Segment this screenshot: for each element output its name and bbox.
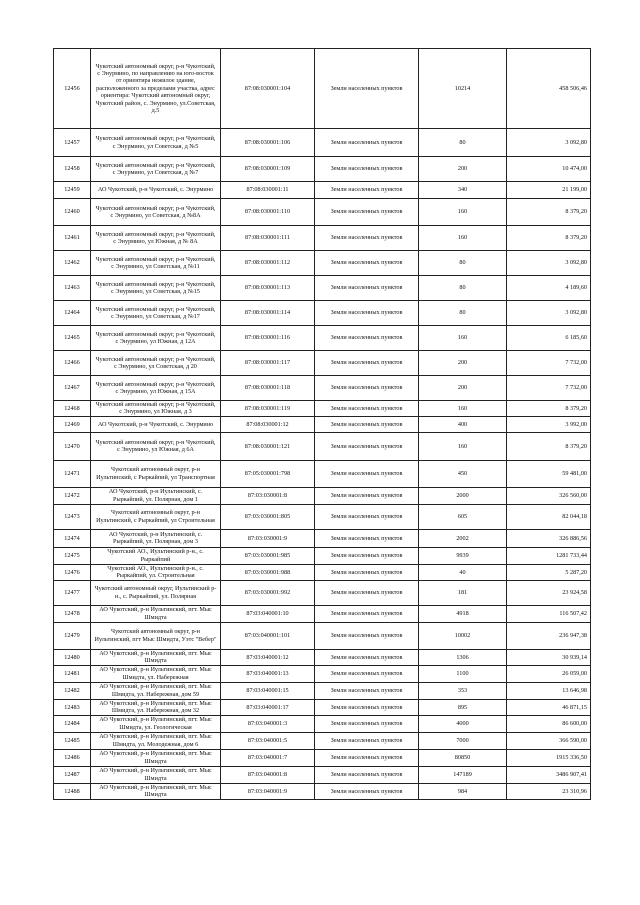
table-row — [54, 564, 591, 580]
land-category-cell: Земли населенных пунктов — [315, 251, 419, 276]
row-number: 12485 — [54, 732, 91, 749]
table-row — [54, 276, 591, 301]
cadastral-number-cell: 87:08:030001:113 — [221, 276, 315, 301]
row-number: 12488 — [54, 783, 91, 799]
cadastral-number-cell: 87:03:030001:9 — [221, 529, 315, 547]
row-number: 12482 — [54, 682, 91, 699]
row-number: 12456 — [54, 49, 91, 129]
area-cell: 160 — [419, 199, 507, 226]
cadastral-value-cell: 366 590,00 — [507, 732, 591, 749]
land-category-cell: Земли населенных пунктов — [315, 326, 419, 351]
land-category-cell: Земли населенных пунктов — [315, 715, 419, 732]
table-row — [54, 182, 591, 199]
cadastral-number-cell: 87:03:040001:101 — [221, 622, 315, 649]
address-cell: Чукотский автономный округ, р-н Чукотский, с Энурмино, ул Советская, д №11 — [91, 251, 221, 276]
registry-table-body — [54, 49, 591, 800]
cadastral-value-cell: 26 059,00 — [507, 665, 591, 682]
address-cell: Чукотский автономный округ, р-н Иультинский, с Рыркайпий, ул Строительная — [91, 504, 221, 529]
land-category-cell: Земли населенных пунктов — [315, 301, 419, 326]
address-cell: Чукотский автономный округ, р-н Чукотский, с Энурмино, ул Южная, д № 8А — [91, 226, 221, 251]
area-cell: 181 — [419, 580, 507, 605]
address-cell: АО Чукотский, р-н Иультинский, пгт. Мыс Шмидта, ул. Набережная — [91, 665, 221, 682]
address-cell: Чукотский автономный округ, р-н Чукотский, с Энурмино, ул Советская, д 20 — [91, 351, 221, 376]
land-category-cell: Земли населенных пунктов — [315, 665, 419, 682]
table-row — [54, 699, 591, 715]
cadastral-number-cell: 87:08:030001:110 — [221, 199, 315, 226]
land-category-cell: Земли населенных пунктов — [315, 529, 419, 547]
cadastral-number-cell: 87:08:030001:118 — [221, 376, 315, 401]
area-cell: 400 — [419, 416, 507, 432]
cadastral-number-cell: 87:08:030001:111 — [221, 226, 315, 251]
row-number: 12465 — [54, 326, 91, 351]
land-category-cell: Земли населенных пунктов — [315, 580, 419, 605]
row-number: 12460 — [54, 199, 91, 226]
land-category-cell: Земли населенных пунктов — [315, 129, 419, 157]
address-cell: АО Чукотский, р-н Иультинский, пгт. Мыс Шмидта — [91, 783, 221, 799]
cadastral-value-cell: 23 924,58 — [507, 580, 591, 605]
cadastral-value-cell: 7 732,00 — [507, 376, 591, 401]
address-cell: Чукотский автономный округ, р-н Чукотский, с Энурмино, ул Советская, д №5 — [91, 129, 221, 157]
land-category-cell: Земли населенных пунктов — [315, 432, 419, 460]
area-cell: 353 — [419, 682, 507, 699]
cadastral-value-cell: 21 199,00 — [507, 182, 591, 199]
row-number: 12471 — [54, 460, 91, 487]
cadastral-value-cell: 82 044,18 — [507, 504, 591, 529]
cadastral-value-cell: 5 287,20 — [507, 564, 591, 580]
address-cell: Чукотский автономный округ, р-н Иультинский, пгт Мыс Шмидта, Уэтс "Вебер" — [91, 622, 221, 649]
cadastral-value-cell: 8 379,20 — [507, 199, 591, 226]
row-number: 12480 — [54, 649, 91, 665]
table-row — [54, 682, 591, 699]
row-number: 12461 — [54, 226, 91, 251]
address-cell: Чукотский автономный округ, р-н Чукотский, с Энурмино, по направлению на юго-восток от ориентира нежилое здание, расположенного за пределами участка, адрес ориентира: Чукотский автономный округ, Чукотский район, с. Энурмино, ул.Советская, д.5 — [91, 49, 221, 129]
cadastral-value-cell: 8 379,20 — [507, 226, 591, 251]
area-cell: 80 — [419, 301, 507, 326]
area-cell: 160 — [419, 326, 507, 351]
land-category-cell: Земли населенных пунктов — [315, 157, 419, 182]
cadastral-number-cell: 87:03:040001:9 — [221, 783, 315, 799]
table-row — [54, 49, 591, 129]
cadastral-number-cell: 87:03:030001:805 — [221, 504, 315, 529]
land-category-cell: Земли населенных пунктов — [315, 699, 419, 715]
cadastral-number-cell: 87:03:040001:17 — [221, 699, 315, 715]
table-row — [54, 649, 591, 665]
row-number: 12472 — [54, 487, 91, 504]
row-number: 12464 — [54, 301, 91, 326]
land-registry-table — [53, 48, 591, 800]
row-number: 12463 — [54, 276, 91, 301]
land-category-cell: Земли населенных пунктов — [315, 766, 419, 783]
cadastral-number-cell: 87:08:030001:12 — [221, 416, 315, 432]
table-row — [54, 715, 591, 732]
area-cell: 10214 — [419, 49, 507, 129]
area-cell: 80 — [419, 276, 507, 301]
cadastral-number-cell: 87:03:040001:7 — [221, 749, 315, 766]
row-number: 12476 — [54, 564, 91, 580]
land-category-cell: Земли населенных пунктов — [315, 605, 419, 622]
cadastral-value-cell: 3 992,00 — [507, 416, 591, 432]
table-row — [54, 301, 591, 326]
cadastral-value-cell: 59 481,00 — [507, 460, 591, 487]
land-category-cell: Земли населенных пунктов — [315, 49, 419, 129]
row-number: 12486 — [54, 749, 91, 766]
row-number: 12470 — [54, 432, 91, 460]
cadastral-value-cell: 236 947,38 — [507, 622, 591, 649]
address-cell: АО Чукотский, р-н Иультинский, с. Рыркайпий, ул. Полярная, дом 1 — [91, 487, 221, 504]
address-cell: Чукотский автономный округ, р-н Чукотский, с Энурмино, ул Южная, д 12А — [91, 326, 221, 351]
row-number: 12484 — [54, 715, 91, 732]
row-number: 12458 — [54, 157, 91, 182]
cadastral-number-cell: 87:03:040001:10 — [221, 605, 315, 622]
land-category-cell: Земли населенных пунктов — [315, 351, 419, 376]
cadastral-value-cell: 116 507,42 — [507, 605, 591, 622]
cadastral-number-cell: 87:05:030001:798 — [221, 460, 315, 487]
area-cell: 80850 — [419, 749, 507, 766]
cadastral-value-cell: 458 506,46 — [507, 49, 591, 129]
table-row — [54, 326, 591, 351]
cadastral-number-cell: 87:03:040001:12 — [221, 649, 315, 665]
address-cell: АО Чукотский, р-н Чукотский, с. Энурмино — [91, 416, 221, 432]
cadastral-value-cell: 10 474,00 — [507, 157, 591, 182]
table-row — [54, 504, 591, 529]
table-row — [54, 580, 591, 605]
table-row — [54, 749, 591, 766]
land-category-cell: Земли населенных пунктов — [315, 376, 419, 401]
row-number: 12474 — [54, 529, 91, 547]
cadastral-value-cell: 326 560,00 — [507, 487, 591, 504]
cadastral-value-cell: 13 646,98 — [507, 682, 591, 699]
row-number: 12483 — [54, 699, 91, 715]
area-cell: 200 — [419, 376, 507, 401]
table-row — [54, 605, 591, 622]
land-category-cell: Земли населенных пунктов — [315, 401, 419, 417]
area-cell: 895 — [419, 699, 507, 715]
land-category-cell: Земли населенных пунктов — [315, 564, 419, 580]
table-row — [54, 226, 591, 251]
cadastral-value-cell: 8 379,20 — [507, 432, 591, 460]
area-cell: 40 — [419, 564, 507, 580]
address-cell: Чукотский АО., Иультинский р-н., с. Рыркайпий, ул. Строительная — [91, 564, 221, 580]
row-number: 12466 — [54, 351, 91, 376]
row-number: 12457 — [54, 129, 91, 157]
row-number: 12487 — [54, 766, 91, 783]
cadastral-number-cell: 87:08:030001:106 — [221, 129, 315, 157]
address-cell: АО Чукотский, р-н Чукотский, с. Энурмино — [91, 182, 221, 199]
address-cell: Чукотский автономный округ, р-н Чукотский, с Энурмино, ул Советская, д №8А — [91, 199, 221, 226]
table-row — [54, 351, 591, 376]
row-number: 12473 — [54, 504, 91, 529]
area-cell: 160 — [419, 226, 507, 251]
cadastral-number-cell: 87:03:030001:988 — [221, 564, 315, 580]
address-cell: Чукотский автономный округ, р-н Чукотский, с Энурмино, ул Южная, д 15А — [91, 376, 221, 401]
address-cell: Чукотский автономный округ, р-н Чукотский, с Энурмино, ул Южная, д 3 — [91, 401, 221, 417]
cadastral-value-cell: 3 092,80 — [507, 301, 591, 326]
address-cell: АО Чукотский, р-н Иультинский, с. Рыркайпий, ул. Полярная, дом 3 — [91, 529, 221, 547]
row-number: 12475 — [54, 547, 91, 564]
table-row — [54, 251, 591, 276]
area-cell: 160 — [419, 432, 507, 460]
area-cell: 4000 — [419, 715, 507, 732]
area-cell: 4918 — [419, 605, 507, 622]
cadastral-value-cell: 1915 336,50 — [507, 749, 591, 766]
cadastral-value-cell: 3486 907,41 — [507, 766, 591, 783]
cadastral-number-cell: 87:08:030001:117 — [221, 351, 315, 376]
cadastral-number-cell: 87:03:030001:985 — [221, 547, 315, 564]
table-row — [54, 460, 591, 487]
land-category-cell: Земли населенных пунктов — [315, 749, 419, 766]
address-cell: АО Чукотский, р-н Иультинский, пгт. Мыс Шмидта — [91, 649, 221, 665]
table-row — [54, 732, 591, 749]
row-number: 12481 — [54, 665, 91, 682]
address-cell: АО Чукотский, р-н Иультинский, пгт. Мыс Шмидта — [91, 605, 221, 622]
cadastral-number-cell: 87:03:040001:15 — [221, 682, 315, 699]
cadastral-number-cell: 87:08:030001:121 — [221, 432, 315, 460]
area-cell: 450 — [419, 460, 507, 487]
address-cell: АО Чукотский, р-н Иультинский, пгт. Мыс Шмидта, ул. Геологическая — [91, 715, 221, 732]
land-category-cell: Земли населенных пунктов — [315, 649, 419, 665]
table-row — [54, 401, 591, 417]
area-cell: 10002 — [419, 622, 507, 649]
land-category-cell: Земли населенных пунктов — [315, 622, 419, 649]
area-cell: 200 — [419, 351, 507, 376]
address-cell: Чукотский автономный округ, Иультинский р-н., с. Рыркайпий, ул. Полярная — [91, 580, 221, 605]
land-category-cell: Земли населенных пунктов — [315, 199, 419, 226]
table-row — [54, 622, 591, 649]
address-cell: АО Чукотский, р-н Иультинский, пгт. Мыс Шмидта, ул. Набережная, дом 59 — [91, 682, 221, 699]
cadastral-value-cell: 3 092,80 — [507, 129, 591, 157]
cadastral-value-cell: 3 092,80 — [507, 251, 591, 276]
cadastral-number-cell: 87:03:040001:3 — [221, 715, 315, 732]
address-cell: АО Чукотский, р-н Иультинский, пгт. Мыс Шмидта — [91, 749, 221, 766]
land-category-cell: Земли населенных пунктов — [315, 487, 419, 504]
table-row — [54, 547, 591, 564]
row-number: 12462 — [54, 251, 91, 276]
cadastral-number-cell: 87:03:030001:992 — [221, 580, 315, 605]
cadastral-number-cell: 87:08:030001:109 — [221, 157, 315, 182]
cadastral-number-cell: 87:08:030001:112 — [221, 251, 315, 276]
area-cell: 80 — [419, 251, 507, 276]
cadastral-value-cell: 23 310,96 — [507, 783, 591, 799]
area-cell: 1306 — [419, 649, 507, 665]
cadastral-value-cell: 46 871,15 — [507, 699, 591, 715]
row-number: 12459 — [54, 182, 91, 199]
table-row — [54, 199, 591, 226]
land-category-cell: Земли населенных пунктов — [315, 226, 419, 251]
area-cell: 1100 — [419, 665, 507, 682]
land-category-cell: Земли населенных пунктов — [315, 732, 419, 749]
row-number: 12477 — [54, 580, 91, 605]
address-cell: Чукотский автономный округ, р-н Чукотский, с Энурмино, ул Южная, д 6А — [91, 432, 221, 460]
table-row — [54, 766, 591, 783]
land-category-cell: Земли населенных пунктов — [315, 682, 419, 699]
cadastral-number-cell: 87:03:040001:13 — [221, 665, 315, 682]
row-number: 12479 — [54, 622, 91, 649]
cadastral-number-cell: 87:08:030001:116 — [221, 326, 315, 351]
area-cell: 2000 — [419, 487, 507, 504]
cadastral-number-cell: 87:03:030001:8 — [221, 487, 315, 504]
area-cell: 984 — [419, 783, 507, 799]
cadastral-value-cell: 1281 733,44 — [507, 547, 591, 564]
cadastral-number-cell: 87:08:030001:119 — [221, 401, 315, 417]
cadastral-number-cell: 87:03:040001:5 — [221, 732, 315, 749]
table-row — [54, 432, 591, 460]
cadastral-value-cell: 6 185,60 — [507, 326, 591, 351]
address-cell: Чукотский автономный округ, р-н Чукотский, с Энурмино, ул Советская, д №17 — [91, 301, 221, 326]
land-category-cell: Земли населенных пунктов — [315, 416, 419, 432]
area-cell: 2002 — [419, 529, 507, 547]
row-number: 12467 — [54, 376, 91, 401]
cadastral-value-cell: 4 189,60 — [507, 276, 591, 301]
land-category-cell: Земли населенных пунктов — [315, 460, 419, 487]
area-cell: 9939 — [419, 547, 507, 564]
address-cell: Чукотский автономный округ, р-н Иультинский, с Рыркайпий, ул Транспортная — [91, 460, 221, 487]
area-cell: 160 — [419, 401, 507, 417]
table-row — [54, 529, 591, 547]
area-cell: 340 — [419, 182, 507, 199]
table-row — [54, 157, 591, 182]
land-category-cell: Земли населенных пунктов — [315, 276, 419, 301]
address-cell: АО Чукотский, р-н Иультинский, пгт. Мыс Шмидта, ул. Молодежная, дом 6 — [91, 732, 221, 749]
cadastral-value-cell: 86 600,00 — [507, 715, 591, 732]
land-category-cell: Земли населенных пунктов — [315, 504, 419, 529]
area-cell: 605 — [419, 504, 507, 529]
cadastral-value-cell: 326 886,56 — [507, 529, 591, 547]
area-cell: 200 — [419, 157, 507, 182]
cadastral-number-cell: 87:08:030001:11 — [221, 182, 315, 199]
cadastral-value-cell: 8 379,20 — [507, 401, 591, 417]
row-number: 12478 — [54, 605, 91, 622]
address-cell: Чукотский автономный округ, р-н Чукотский, с Энурмино, ул Советская, д №15 — [91, 276, 221, 301]
land-category-cell: Земли населенных пунктов — [315, 547, 419, 564]
table-row — [54, 783, 591, 799]
table-row — [54, 487, 591, 504]
address-cell: Чукотский АО., Иультинский р-н., с. Рыркайпий — [91, 547, 221, 564]
table-row — [54, 129, 591, 157]
address-cell: АО Чукотский, р-н Иультинский, пгт. Мыс Шмидта — [91, 766, 221, 783]
cadastral-number-cell: 87:08:030001:104 — [221, 49, 315, 129]
table-row — [54, 376, 591, 401]
cadastral-value-cell: 7 732,00 — [507, 351, 591, 376]
land-category-cell: Земли населенных пунктов — [315, 783, 419, 799]
cadastral-number-cell: 87:03:040001:8 — [221, 766, 315, 783]
cadastral-value-cell: 30 939,14 — [507, 649, 591, 665]
area-cell: 7000 — [419, 732, 507, 749]
area-cell: 147189 — [419, 766, 507, 783]
area-cell: 80 — [419, 129, 507, 157]
cadastral-number-cell: 87:08:030001:114 — [221, 301, 315, 326]
row-number: 12469 — [54, 416, 91, 432]
address-cell: АО Чукотский, р-н Иультинский, пгт. Мыс Шмидта, ул. Набережная, дом 32 — [91, 699, 221, 715]
address-cell: Чукотский автономный округ, р-н Чукотский, с Энурмино, ул Советская, д №7 — [91, 157, 221, 182]
table-row — [54, 416, 591, 432]
table-row — [54, 665, 591, 682]
row-number: 12468 — [54, 401, 91, 417]
land-category-cell: Земли населенных пунктов — [315, 182, 419, 199]
